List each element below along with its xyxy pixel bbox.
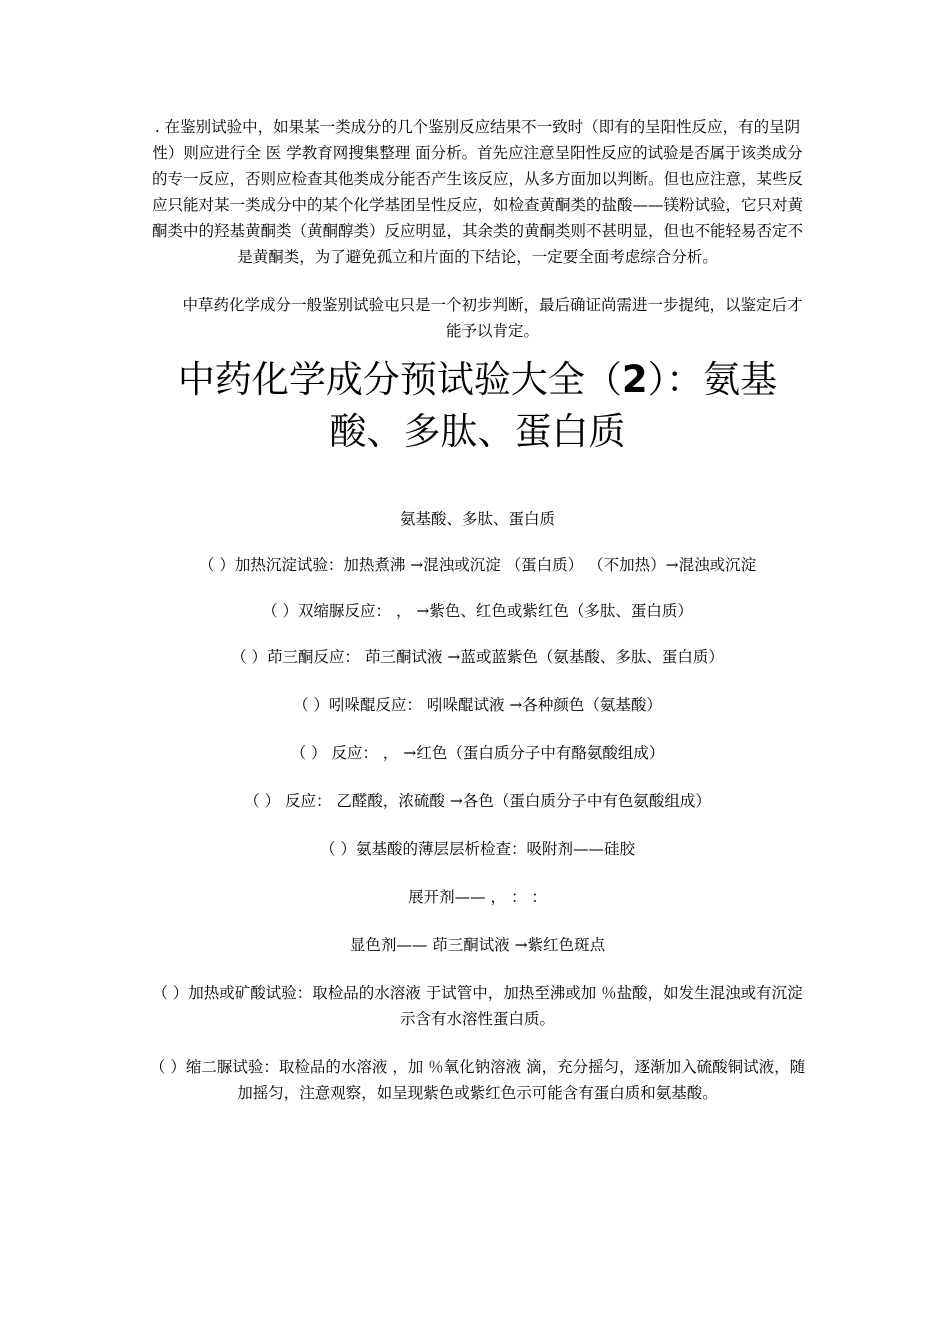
test-line-6: （ ） 反应： 乙醛酸，浓硫酸 →各色（蛋白质分子中有色氨酸组成） [244, 792, 711, 810]
test-line-2: （ ）双缩脲反应： ， →紫色、红色或紫红色（多肽、蛋白质） [262, 602, 693, 620]
test-line-4: （ ）吲哚醌反应： 吲哚醌试液 →各种颜色（氨基酸） [293, 696, 662, 714]
test-line-8: 展开剂—— ， ： ： [408, 888, 547, 906]
test-line-1: （ ）加热沉淀试验：加热煮沸 →混浊或沉淀 （蛋白质） （不加热）→混浊或沉淀 [198, 556, 757, 574]
intro-paragraph-2: 中草药化学成分一般鉴别试验屯只是一个初步判断，最后确证尚需进一步提纯，以鉴定后才能予以肯定。 [182, 296, 803, 340]
test-line-7: （ ）氨基酸的薄层层析检查：吸附剂——硅胶 [320, 840, 635, 858]
title-part-1: 中药化学成分预试验大全（ [177, 358, 622, 401]
intro-paragraph-1: . 在鉴别试验中，如果某一类成分的几个鉴别反应结果不一致时（即有的呈阳性反应，有的呈阴性）则应进行全 医 学教育网搜集整理 面分析。首先应注意呈阳性反应的试验是否属于该类成分的专一反应，否则应检查其他类成分能否产生该反应，从多方面加以判断。但也应注意，某些反应只能对某一类成分中的某个化学基团呈性反应，如检查黄酮类的盐酸——镁粉试验，它只对黄酮类中的羟基黄酮类（黄酮醇类）反应明显，其余类的黄酮类则不甚明显，但也不能轻易否定不是黄酮类，为了避免孤立和片面的下结论，一定要全面考虑综合分析。 [151, 118, 803, 266]
test-line-9: 显色剂—— 茚三酮试液 →紫红色斑点 [349, 936, 606, 954]
test-line-10: （ ）加热或矿酸试验：取检品的水溶液 于试管中，加热至沸或加 ％盐酸，如发生混浊或有沉淀示含有水溶性蛋白质。 [152, 984, 803, 1028]
test-line-11: （ ）缩二脲试验：取检品的水溶液 ，加 ％氧化钠溶液 滴，充分摇匀，逐渐加入硫酸铜试液，随加摇匀，注意观察，如呈现紫色或紫红色示可能含有蛋白质和氨基酸。 [149, 1058, 806, 1102]
test-line-3: （ ）茚三酮反应： 茚三酮试液 →蓝或蓝紫色（氨基酸、多肽、蛋白质） [231, 648, 724, 666]
title-number: 2 [621, 358, 648, 401]
title-part-2: ）：氨基酸、多肽、蛋白质 [329, 358, 778, 453]
test-line-5: （ ） 反应： ， →红色（蛋白质分子中有酪氨酸组成） [290, 744, 665, 762]
section-subtitle: 氨基酸、多肽、蛋白质 [399, 510, 555, 528]
document-page [145, 0, 810, 1106]
page-title [145, 354, 810, 458]
